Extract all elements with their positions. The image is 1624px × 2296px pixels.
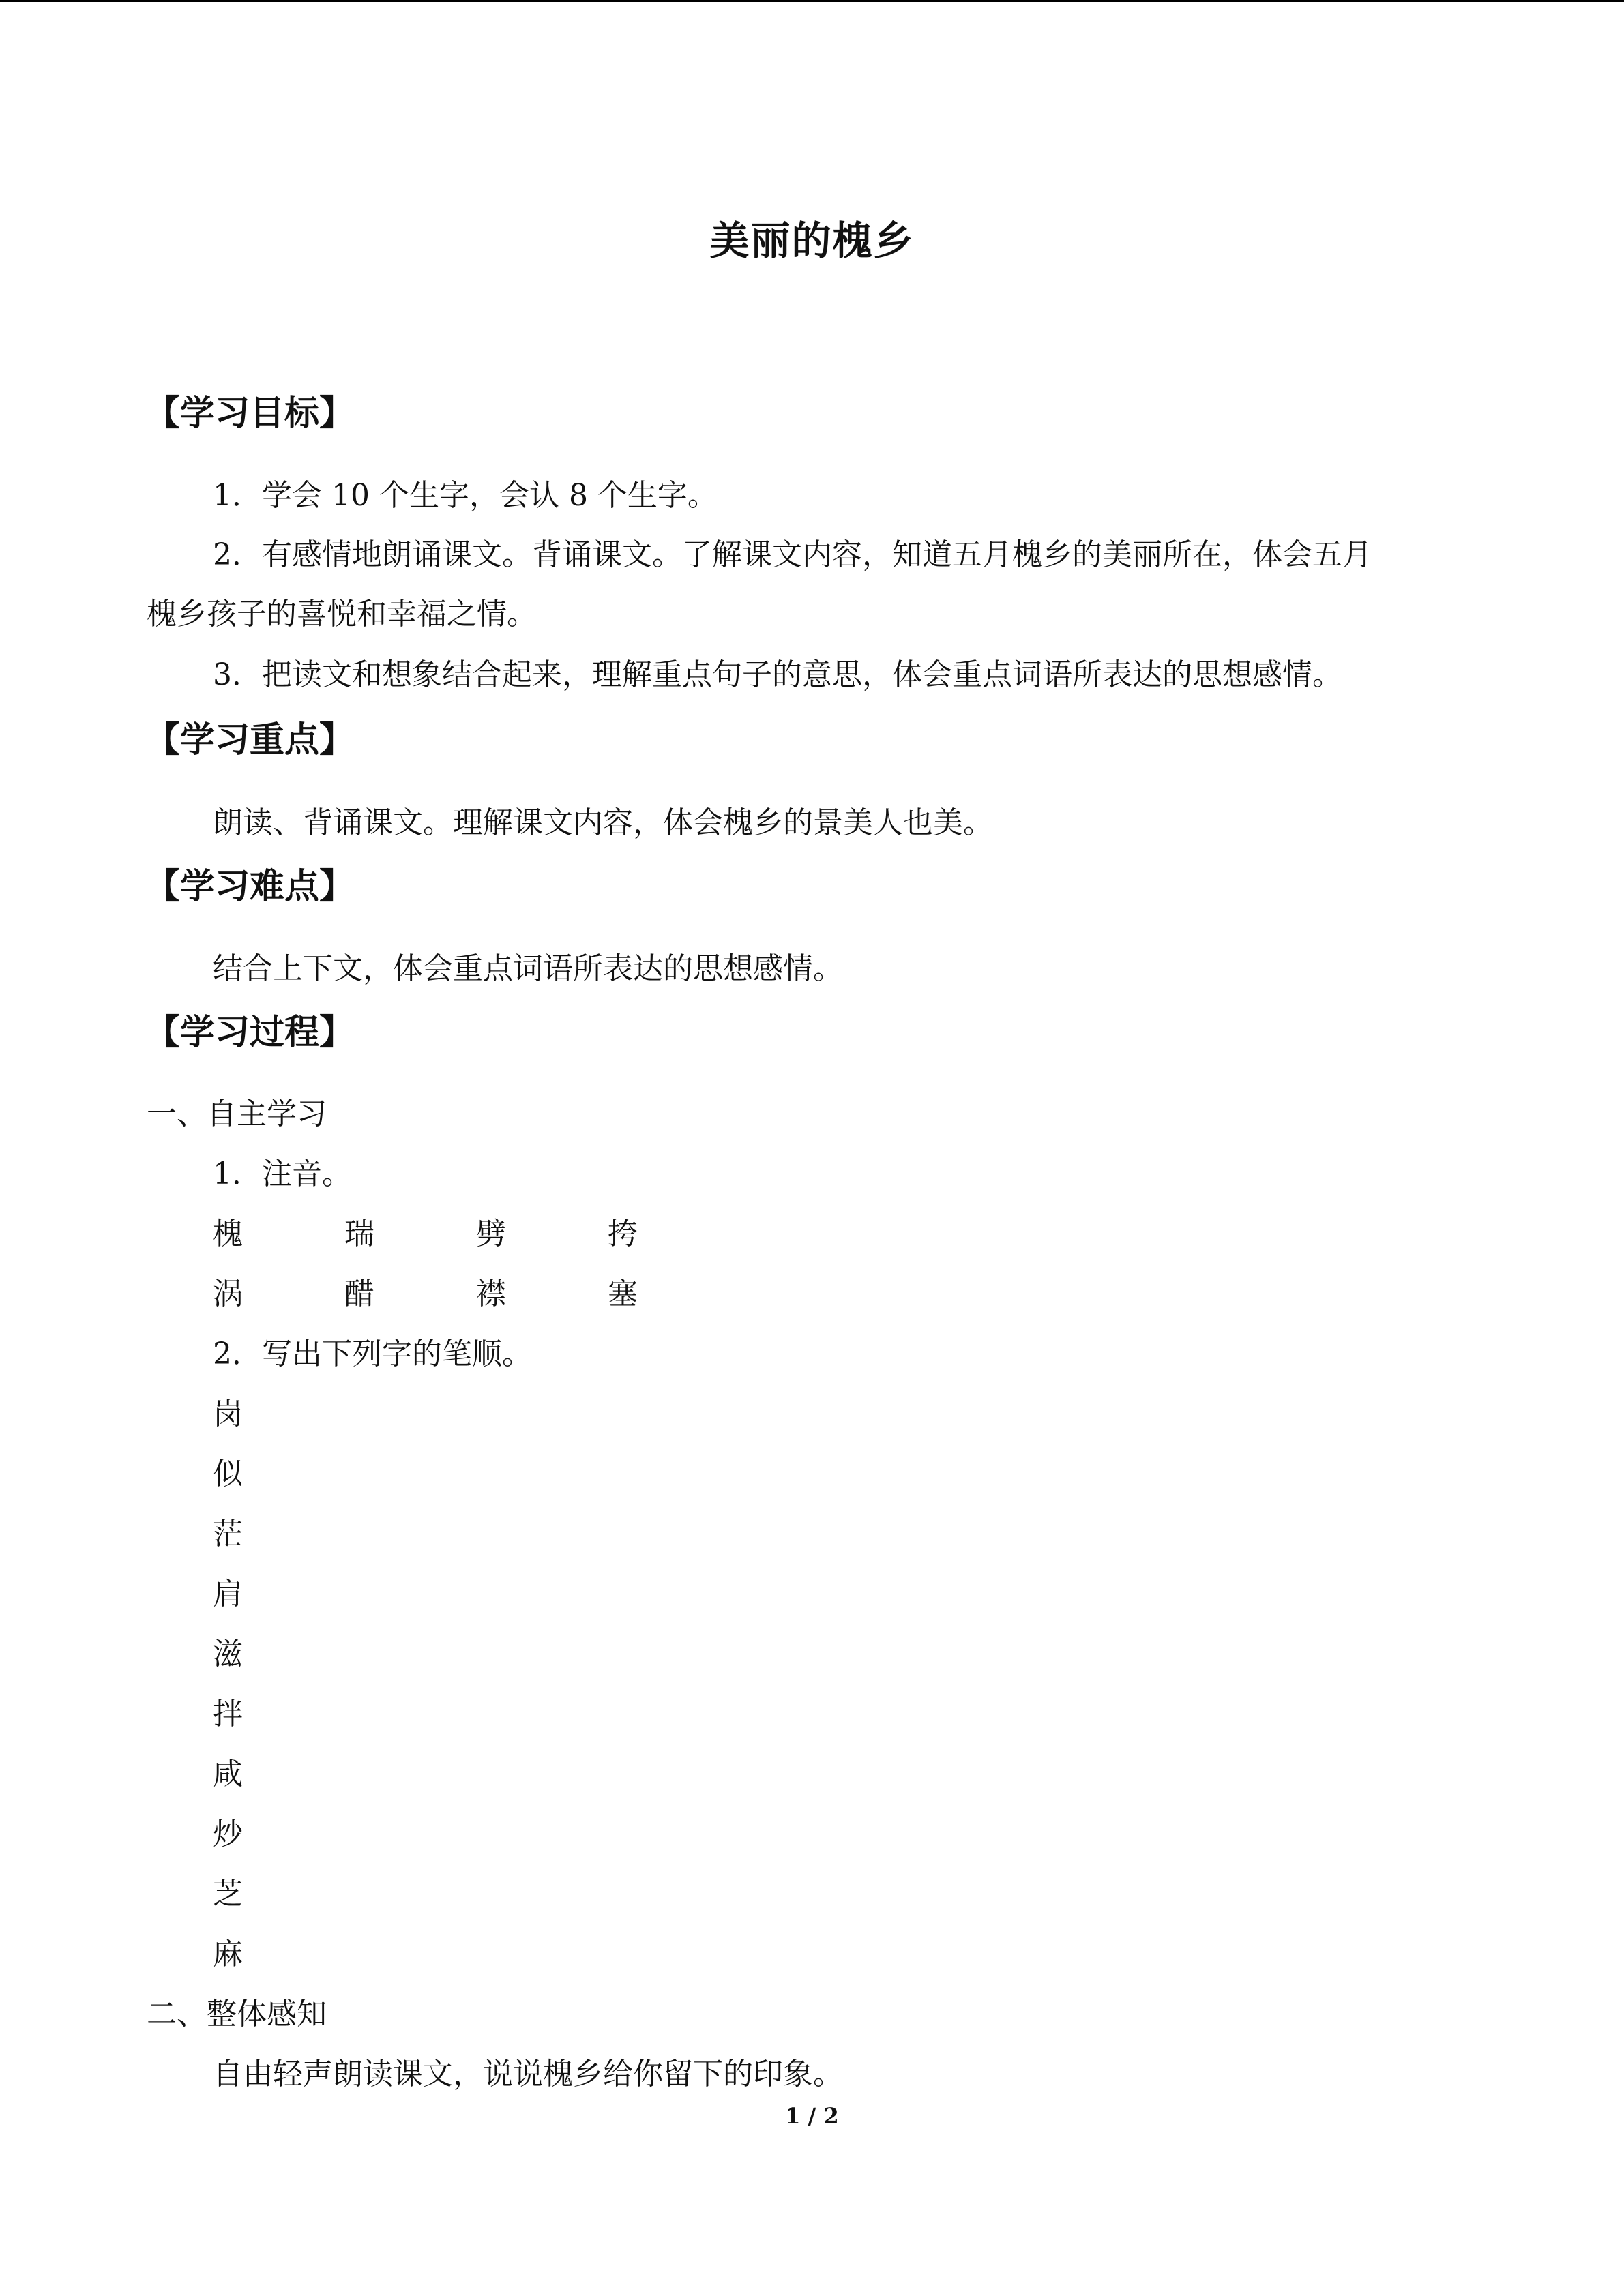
heading-process: 【学习过程】 [145, 1013, 355, 1053]
pinyin-char: 塞 [608, 1277, 638, 1311]
pinyin-row-1 [213, 1214, 739, 1255]
pinyin-char: 劈 [476, 1217, 506, 1251]
stroke-char: 肩 [213, 1577, 243, 1611]
pinyin-row-2 [213, 1274, 739, 1315]
part2-text: 自由轻声朗读课文，说说槐乡给你留下的印象。 [213, 2057, 843, 2091]
stroke-char: 茫 [213, 1517, 243, 1551]
pinyin-char: 瑞 [344, 1217, 374, 1251]
stroke-char: 咸 [213, 1757, 243, 1791]
pinyin-char: 涡 [213, 1277, 243, 1311]
heading-key-points: 【学习重点】 [145, 720, 355, 760]
stroke-char: 炒 [213, 1817, 243, 1851]
key-points-text: 朗读、背诵课文。理解课文内容，体会槐乡的景美人也美。 [213, 805, 993, 840]
document-title: 美丽的槐乡 [709, 218, 915, 264]
stroke-char: 拌 [213, 1697, 243, 1731]
stroke-char: 滋 [213, 1637, 243, 1671]
stroke-char: 麻 [213, 1937, 243, 1971]
heading-objectives: 【学习目标】 [145, 393, 355, 434]
objective-item-3: 3．把读文和想象结合起来，理解重点句子的意思，体会重点词语所表达的思想感情。 [213, 657, 1342, 692]
page-number: 1 / 2 [785, 2103, 839, 2129]
pinyin-char: 襟 [476, 1277, 506, 1311]
task1-label: 1．注音。 [213, 1157, 352, 1191]
part1-title: 一、自主学习 [147, 1097, 327, 1131]
task2-label: 2．写出下列字的笔顺。 [213, 1337, 532, 1371]
stroke-char: 芝 [213, 1877, 243, 1911]
objective-item-1: 1．学会 10 个生字，会认 8 个生字。 [213, 478, 718, 513]
pinyin-char: 醋 [344, 1277, 374, 1311]
objective-item-2-line-2: 槐乡孩子的喜悦和幸福之情。 [147, 597, 537, 631]
stroke-char: 岗 [213, 1397, 243, 1431]
pinyin-char: 挎 [608, 1217, 638, 1251]
heading-difficulties: 【学习难点】 [145, 867, 355, 907]
pinyin-char: 槐 [213, 1217, 243, 1251]
top-border [0, 0, 1624, 2]
part2-title: 二、整体感知 [147, 1997, 327, 2031]
difficulties-text: 结合上下文，体会重点词语所表达的思想感情。 [213, 951, 843, 986]
objective-item-2-line-1: 2．有感情地朗诵课文。背诵课文。了解课文内容，知道五月槐乡的美丽所在，体会五月 [213, 537, 1372, 572]
stroke-char: 似 [213, 1457, 243, 1491]
